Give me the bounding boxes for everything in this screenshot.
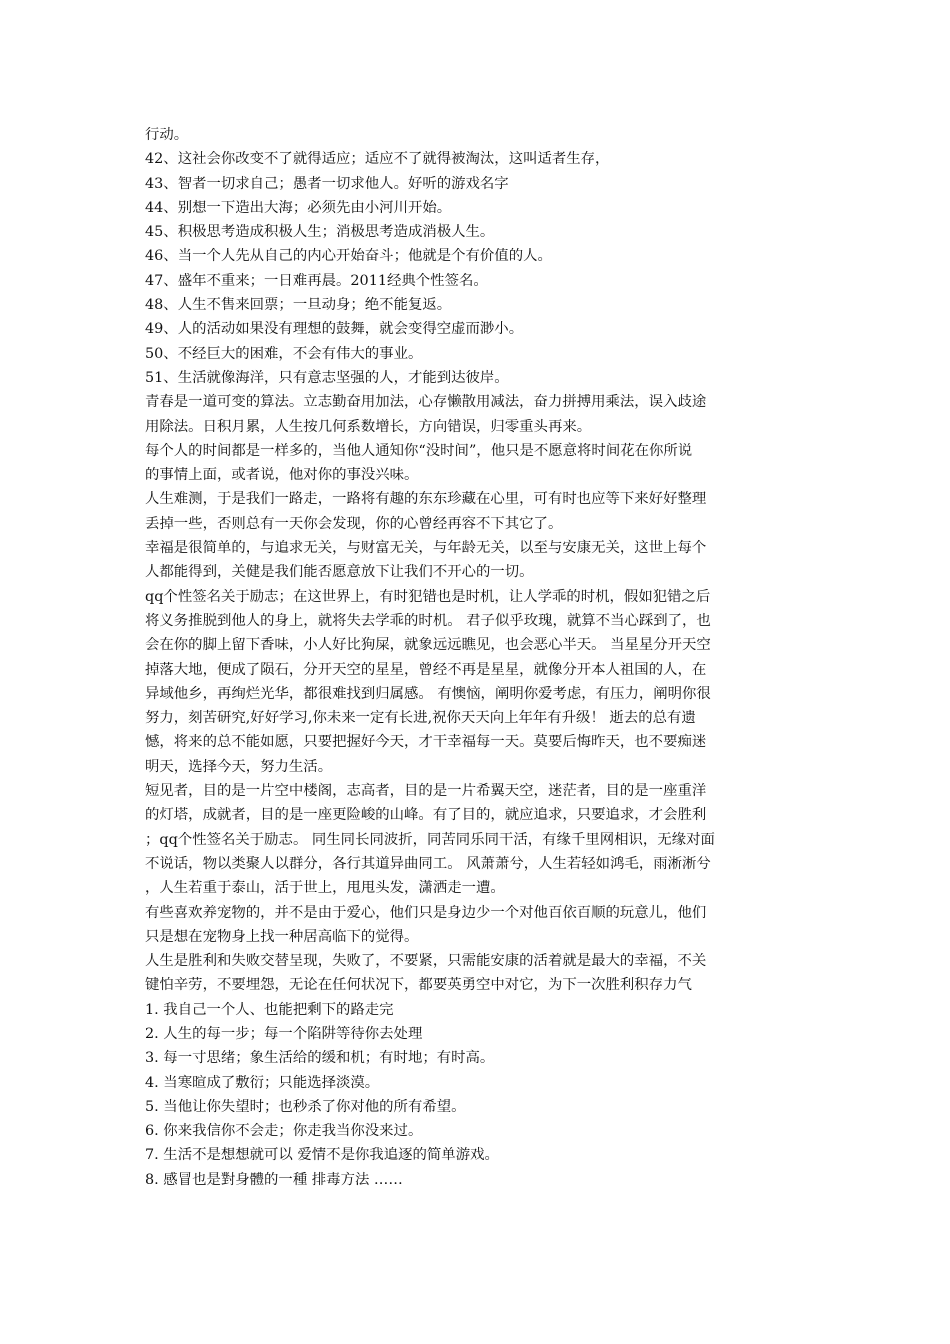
list-item: 4. 当寒暄成了敷衍；只能选择淡漠。	[145, 1074, 380, 1091]
paragraph-pets	[145, 901, 815, 950]
quote-line: 47、盛年不重来；一日难再晨。2011经典个性签名。	[145, 272, 488, 289]
paragraph-line: 丢掉一些，否则总有一天你会发现，你的心曾经再容不下其它了。	[145, 515, 563, 532]
paragraph-line: 掉落大地，便成了陨石，分开天空的星星，曾经不再是星星，就像分开本人祖国的人，在	[145, 661, 707, 678]
paragraph-line: 人生是胜利和失败交替呈现，失败了，不要紧，只需能安康的活着就是最大的幸福，不关	[145, 953, 707, 970]
paragraph-goals	[145, 779, 815, 900]
paragraph-line: 的灯塔，成就者，目的是一座更险峻的山峰。有了目的，就应追求，只要追求，才会胜利	[145, 807, 707, 824]
paragraph-line: ；qq个性签名关于励志。 同生同长同波折，同苦同乐同干活，有缘千里网相识，无缘对面	[145, 831, 715, 848]
intro-line: 行动。	[145, 127, 189, 143]
document-body	[145, 123, 815, 1192]
paragraph-line: 会在你的脚上留下香味，小人好比狗屎，就象远远瞧见，也会恶心半天。 当星星分开天空	[145, 637, 711, 654]
paragraph-happiness	[145, 536, 815, 585]
quote-line: 45、积极思考造成积极人生；消极思考造成消极人生。	[145, 224, 495, 241]
quote-line: 50、不经巨大的困难，不会有伟大的事业。	[145, 345, 423, 362]
paragraph-line: 键怕辛劳，不要埋怨，无论在任何状况下，都要英勇空中对它，为下一次胜利积存力气	[145, 977, 692, 994]
paragraph-life-unpredictable	[145, 487, 815, 536]
list-item: 8. 感冒也是對身體的一種 排毒方法 ……	[145, 1171, 403, 1188]
paragraph-time	[145, 439, 815, 488]
paragraph-line: 只是想在宠物身上找一种居高临下的觉得。	[145, 928, 419, 945]
quote-line: 46、当一个人先从自己的内心开始奋斗；他就是个有价值的人。	[145, 248, 552, 265]
numbered-quote-list	[145, 147, 815, 390]
paragraph-line: 努力，刻苦研究,好好学习,你未来一定有长进,祝你天天向上年年有升级！ 逝去的总有遗	[145, 710, 696, 727]
paragraph-line: 不说话，物以类聚人以群分，各行其道异曲同工。 风萧萧兮，人生若轻如鸿毛，雨淅淅兮	[145, 855, 711, 872]
paragraph-qq-signature	[145, 585, 815, 779]
paragraph-line: 的事情上面，或者说，他对你的事没兴味。	[145, 467, 419, 484]
list-item: 2. 人生的每一步；每一个陷阱等待你去处理	[145, 1025, 423, 1042]
paragraph-line: 憾，将来的总不能如愿，只要把握好今天，才干幸福每一天。莫要后悔昨天，也不要痴迷	[145, 734, 707, 751]
list-item: 5. 当他让你失望时；也秒杀了你对他的所有希望。	[145, 1098, 466, 1115]
paragraph-youth-algorithm	[145, 390, 815, 439]
quote-line: 42、这社会你改变不了就得适应；适应不了就得被淘汰，这叫适者生存，	[145, 151, 610, 168]
quote-line: 49、人的活动如果没有理想的鼓舞，就会变得空虚而渺小。	[145, 321, 524, 338]
list-item: 3. 每一寸思绪；象生活给的缓和机；有时地；有时高。	[145, 1050, 495, 1067]
paragraph-line: 每个人的时间都是一样多的，当他人通知你“没时间”，他只是不愿意将时间花在你所说	[145, 442, 693, 459]
quote-line: 44、别想一下造出大海；必须先由小河川开始。	[145, 199, 452, 216]
quote-line: 51、生活就像海洋，只有意志坚强的人，才能到达彼岸。	[145, 369, 509, 386]
paragraph-line: ，人生若重于泰山，活于世上，甩甩头发，潇洒走一遭。	[145, 880, 505, 897]
paragraph-line: 将义务推脱到他人的身上，就将失去学乖的时机。 君子似乎玫瑰，就算不当心踩到了，也	[145, 612, 711, 629]
paragraph-line: 青春是一道可变的算法。立志勤奋用加法，心存懒散用减法，奋力拼搏用乘法，误入歧途	[145, 394, 707, 411]
paragraph-line: 用除法。日积月累，人生按几何系数增长，方向错误，归零重头再来。	[145, 418, 592, 435]
paragraph-line: 幸福是很简单的，与追求无关，与财富无关，与年龄无关，以至与安康无关，这世上每个	[145, 540, 707, 557]
list-item: 6. 你来我信你不会走；你走我当你没来过。	[145, 1123, 423, 1140]
paragraph-line: 明天，选择今天，努力生活。	[145, 758, 333, 775]
paragraph-line: qq个性签名关于励志；在这世界上，有时犯错也是时机，让人学乖的时机，假如犯错之后	[145, 588, 711, 605]
paragraph-line: 人生难测，于是我们一路走，一路将有趣的东东珍藏在心里，可有时也应等下来好好整理	[145, 491, 707, 508]
paragraph-line: 异域他乡，再绚烂光华，都很难找到归属感。 有懊恼，阐明你爱考虑，有压力，阐明你很	[145, 685, 711, 702]
quote-line: 48、人生不售来回票；一旦动身；绝不能复返。	[145, 297, 452, 314]
paragraph-line: 短见者，目的是一片空中楼阁，志高者，目的是一片希翼天空，迷茫者，目的是一座重洋	[145, 783, 707, 800]
list-item: 7. 生活不是想想就可以 爱情不是你我追逐的简单游戏。	[145, 1147, 499, 1164]
quote-line: 43、智者一切求自己；愚者一切求他人。好听的游戏名字	[145, 175, 509, 192]
paragraph-success-failure	[145, 949, 815, 998]
numbered-list	[145, 998, 815, 1192]
paragraph-line: 人都能得到，关健是我们能否愿意放下让我们不开心的一切。	[145, 564, 534, 581]
list-item: 1. 我自己一个人、也能把剩下的路走完	[145, 1001, 394, 1018]
paragraph-line: 有些喜欢养宠物的，并不是由于爱心，他们只是身边少一个对他百依百顺的玩意儿，他们	[145, 904, 707, 921]
